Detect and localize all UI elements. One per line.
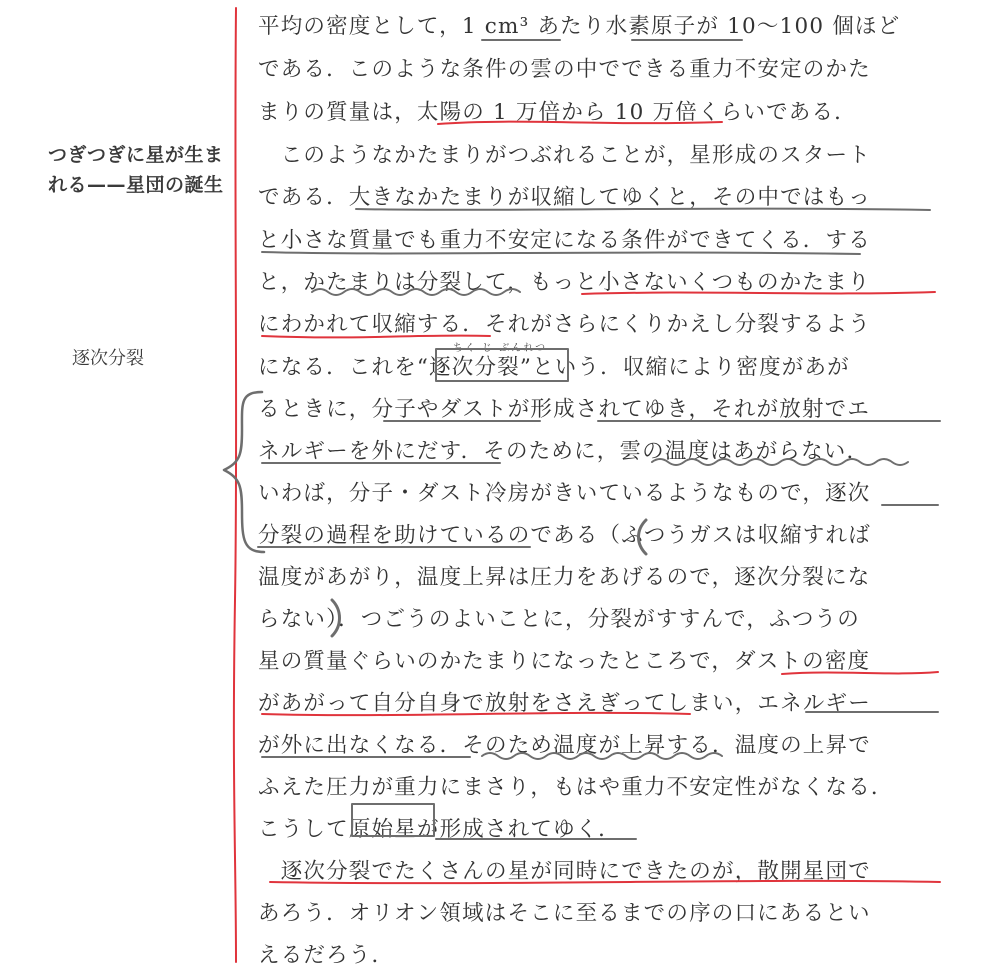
- body-line: にわかれて収縮する．それがさらにくりかえし分裂するよう: [258, 312, 871, 337]
- body-line: 平均の密度として，1 cm³ あたり水素原子が 10〜100 個ほど: [258, 14, 901, 39]
- body-line: あろう．オリオン領域はそこに至るまでの序の口にあるとい: [258, 901, 871, 926]
- body-line: るときに，分子やダストが形成されてゆき，それが放射でエ: [258, 397, 871, 422]
- body-line: いわば，分子・ダスト冷房がきいているようなもので，逐次: [258, 481, 871, 506]
- body-line: ふえた圧力が重力にまさり，もはや重力不安定性がなくなる．: [258, 775, 894, 800]
- red-margin-line: [234, 8, 236, 962]
- body-line: が外に出なくなる．そのため温度が上昇する．温度の上昇で: [258, 733, 871, 758]
- body-line: と小さな質量でも重力不安定になる条件ができてくる．する: [258, 228, 871, 253]
- margin-term: 逐次分裂: [72, 348, 144, 369]
- body-line: になる．これを“逐次分裂”という．収縮により密度があが: [258, 355, 850, 380]
- body-line: 星の質量ぐらいのかたまりになったところで，ダストの密度: [258, 649, 871, 674]
- ruby-reading: ちく じ ぶんれつ: [453, 343, 548, 354]
- body-line: えるだろう．: [258, 943, 395, 968]
- body-line: 分裂の過程を助けているのである（ふつうガスは収縮すれば: [258, 523, 871, 548]
- body-line: らない）．つごうのよいことに，分裂がすすんで，ふつうの: [258, 607, 860, 632]
- body-line: ネルギーを外にだす．そのために，雲の温度はあがらない．: [258, 439, 870, 464]
- body-line: 温度があがり，温度上昇は圧力をあげるので，逐次分裂にな: [258, 565, 871, 590]
- body-line: と，かたまりは分裂して，もっと小さないくつものかたまり: [258, 270, 871, 295]
- body-line: である．大きなかたまりが収縮してゆくと，その中ではもっ: [258, 185, 871, 210]
- body-line: このようなかたまりがつぶれることが，星形成のスタート: [258, 143, 871, 168]
- body-line: があがって自分自身で放射をさえぎってしまい，エネルギー: [258, 691, 871, 716]
- body-line: こうして原始星が形成されてゆく．: [258, 817, 621, 842]
- body-line: である．このような条件の雲の中でできる重力不安定のかた: [258, 57, 871, 82]
- body-line: まりの質量は，太陽の 1 万倍から 10 万倍くらいである．: [258, 100, 857, 125]
- body-line: 逐次分裂でたくさんの星が同時にできたのが，散開星団で: [258, 859, 871, 884]
- section-heading: つぎつぎに星が生まれる——星団の誕生: [48, 144, 224, 196]
